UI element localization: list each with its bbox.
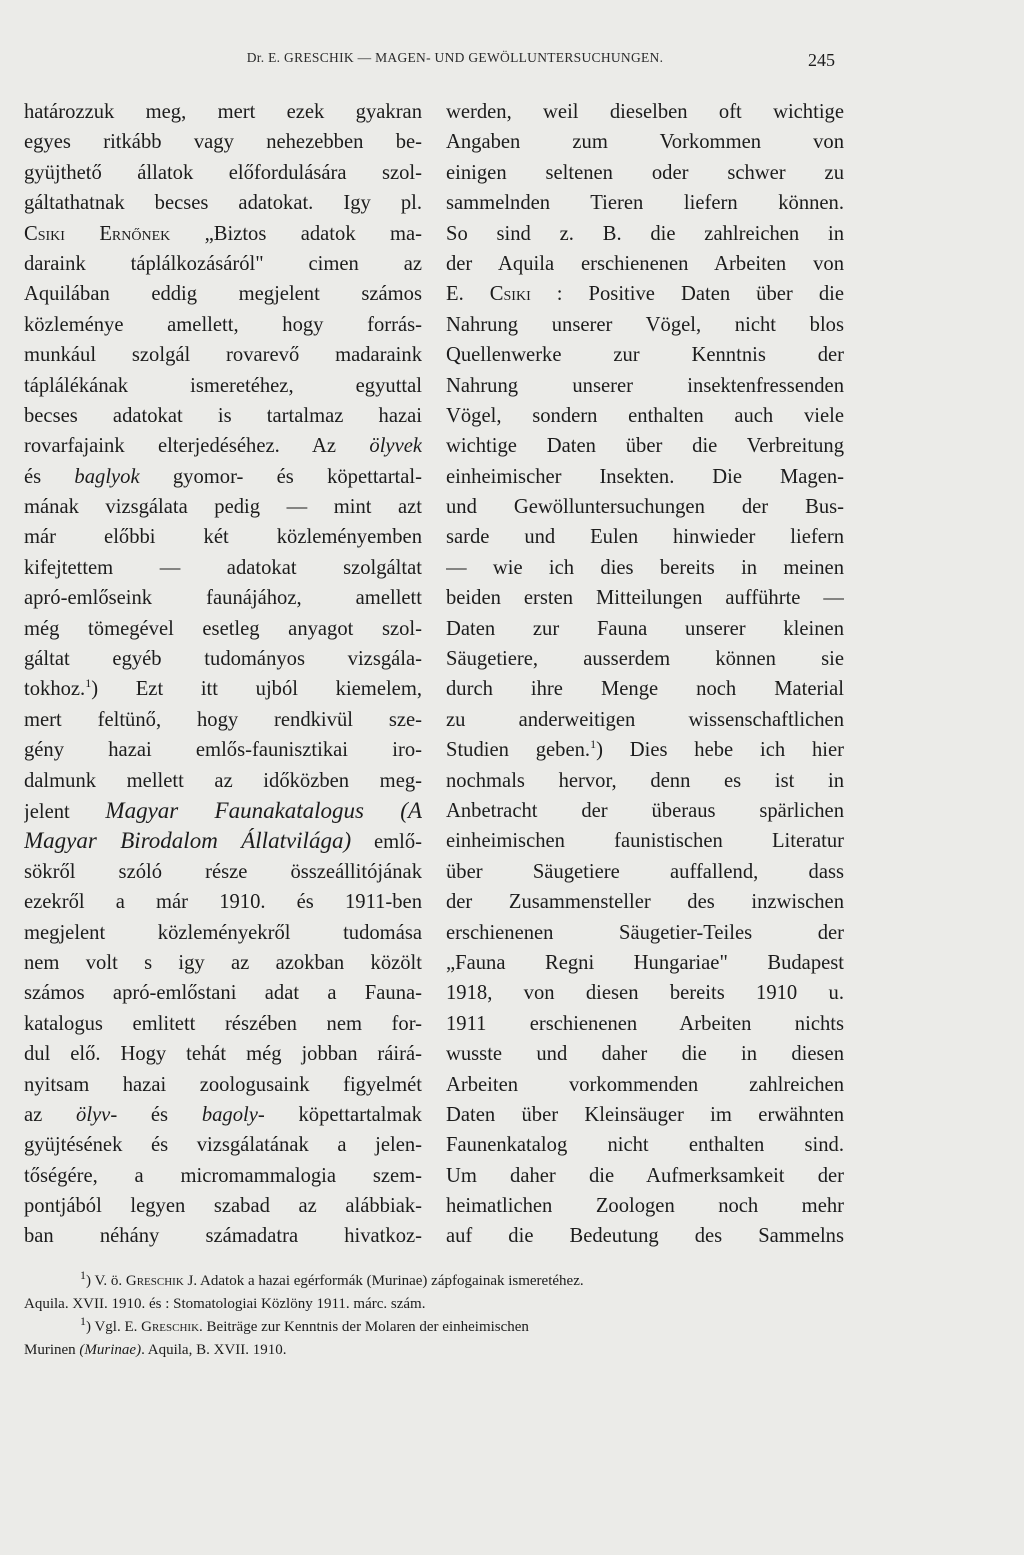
text-segment: köpettartalmak	[264, 1103, 422, 1126]
text-line	[24, 97, 422, 127]
text-segment: apró-emlőseink faunájához, amellett	[24, 587, 422, 610]
text-segment: „Biztos adatok ma-	[170, 222, 422, 245]
text-segment: közleménye amellett, hogy forrás-	[24, 313, 422, 336]
text-segment: einheimischen faunistischen Literatur	[446, 830, 844, 853]
text-segment: dalmunk mellett az időközben meg-	[24, 769, 422, 792]
text-line	[24, 1039, 422, 1069]
text-segment: gáltat egyéb tudományos vizsgála-	[24, 648, 422, 671]
footnotes	[24, 1270, 844, 1362]
text-segment: werden, weil dieselben oft wichtige	[446, 101, 844, 123]
text-line	[446, 826, 844, 856]
styled-text: ölyv-	[76, 1103, 118, 1126]
text-line	[24, 766, 422, 796]
text-segment: wusste und daher die in diesen	[446, 1043, 844, 1066]
text-line	[446, 279, 844, 309]
text-segment: tokhoz.	[24, 678, 86, 701]
text-line	[24, 735, 422, 765]
text-line	[24, 1070, 422, 1100]
right-column-german	[446, 97, 844, 1252]
text-segment: határozzuk meg, mert ezek gyakran	[24, 101, 422, 123]
text-line	[446, 340, 844, 370]
text-line	[24, 158, 422, 188]
text-line	[24, 796, 422, 826]
text-segment: daraink táplálkozásáról" cimen az	[24, 252, 422, 275]
text-line	[446, 887, 844, 917]
text-segment: ) Vgl. E.	[86, 1319, 142, 1335]
text-segment: gyüjtésének és vizsgálatának a jelen-	[24, 1134, 422, 1157]
text-line	[24, 127, 422, 157]
text-segment: tőségére, a micromammalogia szem-	[24, 1164, 422, 1187]
text-line	[24, 279, 422, 309]
text-segment: J. Adatok a hazai egérformák (Murinae) zápfogainak ismeretéhez.	[183, 1273, 584, 1289]
text-line	[446, 462, 844, 492]
text-line	[446, 735, 844, 765]
footnote-marker: 1	[80, 1270, 86, 1282]
text-segment: : Positive Daten über die	[530, 283, 844, 306]
text-segment: gény hazai emlős-faunisztikai iro-	[24, 739, 422, 762]
text-segment: kifejtettem — adatokat szolgáltat	[24, 556, 422, 579]
text-line	[446, 127, 844, 157]
text-segment: mának vizsgálata pedig — mint azt	[24, 496, 422, 519]
styled-text: Csiki Ernőnek	[24, 222, 171, 245]
footnote-marker: 1	[85, 676, 92, 691]
text-segment: Studien geben.	[446, 739, 591, 762]
text-line	[446, 644, 844, 674]
text-segment: az	[24, 1103, 77, 1126]
text-segment: . Aquila, B. XVII. 1910.	[141, 1342, 287, 1358]
footnote-marker: 1	[590, 737, 597, 752]
text-segment: sökről szóló része összeállitójának	[24, 860, 422, 883]
text-segment: 1918, von diesen bereits 1910 u.	[446, 982, 844, 1005]
text-line	[24, 583, 422, 613]
text-line	[446, 1130, 844, 1160]
text-segment: sammelnden Tieren liefern können.	[446, 192, 844, 215]
text-segment: ) Dies hebe ich hier	[596, 739, 844, 762]
text-line	[24, 401, 422, 431]
text-line	[446, 249, 844, 279]
text-segment: einheimischer Insekten. Die Magen-	[446, 465, 844, 488]
text-segment: Um daher die Aufmerksamkeit der	[446, 1164, 844, 1187]
text-segment: Nahrung unserer Vögel, nicht blos	[446, 313, 844, 336]
text-line	[24, 188, 422, 218]
text-line	[24, 1009, 422, 1039]
text-segment: Aquila. XVII. 1910. és : Stomatologiai Közlöny 1911. márc. szám.	[24, 1296, 426, 1312]
text-line	[446, 310, 844, 340]
text-line	[446, 401, 844, 431]
text-line	[24, 1161, 422, 1191]
text-line	[24, 705, 422, 735]
text-line	[24, 371, 422, 401]
styled-text: Magyar Faunakatalogus (A	[105, 797, 422, 823]
text-segment: rovarfajaink elterjedéséhez. Az	[24, 435, 370, 458]
text-segment: durch ihre Menge noch Material	[446, 678, 844, 701]
text-segment: Angaben zum Vorkommen von	[446, 131, 844, 154]
text-segment: wichtige Daten über die Verbreitung	[446, 435, 844, 458]
text-segment: 1911 erschienenen Arbeiten nichts	[446, 1012, 844, 1035]
text-line	[24, 522, 422, 552]
text-segment: beiden ersten Mitteilungen aufführte —	[446, 587, 844, 610]
text-line	[446, 1070, 844, 1100]
text-line	[24, 249, 422, 279]
text-line	[24, 1339, 844, 1362]
styled-text: Greschik	[125, 1273, 184, 1289]
text-line	[446, 158, 844, 188]
left-column-hungarian	[24, 97, 422, 1252]
text-line	[446, 705, 844, 735]
text-segment: Arbeiten vorkommenden zahlreichen	[446, 1073, 844, 1096]
text-segment: táplálékának ismeretéhez, egyuttal	[24, 374, 422, 397]
text-line	[24, 948, 422, 978]
text-line	[24, 887, 422, 917]
text-segment: munkául szolgál rovarevő madaraink	[24, 344, 422, 367]
text-line	[24, 1130, 422, 1160]
text-segment: über Säugetiere auffallend, dass	[446, 860, 844, 883]
text-line	[24, 553, 422, 583]
text-line	[24, 978, 422, 1008]
text-segment: und Gewölluntersuchungen der Bus-	[446, 496, 844, 519]
text-segment: Murinen	[24, 1342, 80, 1358]
text-segment: mert feltünő, hogy rendkivül sze-	[24, 708, 422, 731]
text-segment: Daten über Kleinsäuger im erwähnten	[446, 1103, 844, 1126]
text-segment: sarde und Eulen hinwieder liefern	[446, 526, 844, 549]
text-line	[446, 1221, 844, 1251]
text-segment: gyüjthető állatok előfordulására szol-	[24, 161, 422, 184]
text-line	[24, 826, 422, 856]
text-line	[24, 1221, 422, 1251]
text-line	[446, 918, 844, 948]
text-line	[446, 674, 844, 704]
text-segment: számos apró-emlőstani adat a Fauna-	[24, 982, 422, 1005]
text-line	[446, 1161, 844, 1191]
styled-text: bagoly-	[201, 1103, 265, 1126]
styled-text: Csiki	[489, 283, 531, 306]
text-line	[24, 310, 422, 340]
styled-text: ölyvek	[369, 435, 422, 458]
text-line	[24, 674, 422, 704]
text-line	[24, 340, 422, 370]
text-line	[446, 857, 844, 887]
text-line	[24, 219, 422, 249]
text-line	[446, 766, 844, 796]
text-segment: és	[117, 1103, 202, 1126]
text-segment: auf die Bedeutung des Sammelns	[446, 1225, 844, 1248]
text-line	[24, 1100, 422, 1130]
text-segment: der Zusammensteller des inzwischen	[446, 891, 844, 914]
text-segment: der Aquila erschienenen Arbeiten von	[446, 252, 844, 275]
text-line	[446, 583, 844, 613]
text-segment: So sind z. B. die zahlreichen in	[446, 222, 844, 245]
text-segment: megjelent közleményekről tudomása	[24, 921, 422, 944]
text-segment: ) Ezt itt ujból kiemelem,	[91, 678, 422, 701]
text-line	[446, 431, 844, 461]
text-line	[446, 796, 844, 826]
text-line	[446, 948, 844, 978]
text-line	[24, 918, 422, 948]
text-segment: Faunenkatalog nicht enthalten sind.	[446, 1134, 844, 1157]
text-line	[446, 371, 844, 401]
text-line	[446, 492, 844, 522]
text-line	[446, 1100, 844, 1130]
text-line	[24, 644, 422, 674]
styled-text: (Murinae)	[79, 1342, 142, 1358]
text-segment: pontjából legyen szabad az alábbiak-	[24, 1195, 422, 1218]
text-line	[446, 978, 844, 1008]
text-line	[446, 1039, 844, 1069]
text-segment: még tömegével esetleg anyagot szol-	[24, 617, 422, 640]
text-segment: Aquilában eddig megjelent számos	[24, 283, 422, 306]
text-segment: jelent	[24, 800, 106, 823]
text-line	[446, 522, 844, 552]
text-segment: — wie ich dies bereits in meinen	[446, 556, 844, 579]
text-segment: emlő-	[351, 831, 422, 854]
text-line	[24, 431, 422, 461]
footnote-marker: 1	[80, 1316, 86, 1328]
text-segment: nem volt s igy az azokban közölt	[24, 951, 422, 974]
text-segment: ban néhány számadatra hivatkoz-	[24, 1225, 422, 1248]
text-segment: E.	[446, 283, 490, 306]
text-segment: . Beiträge zur Kenntnis der Molaren der einheimischen	[199, 1319, 529, 1335]
text-segment: heimatlichen Zoologen noch mehr	[446, 1195, 844, 1218]
text-segment: zu anderweitigen wissenschaftlichen	[446, 708, 844, 731]
text-segment: ) V. ö.	[86, 1273, 126, 1289]
text-line	[24, 857, 422, 887]
text-segment: és	[24, 465, 75, 488]
text-line	[446, 1009, 844, 1039]
styled-text: Magyar Birodalom Állatvilága)	[24, 828, 352, 854]
text-segment: Daten zur Fauna unserer kleinen	[446, 617, 844, 640]
text-segment: nochmals hervor, denn es ist in	[446, 769, 844, 792]
text-segment: egyes ritkább vagy nehezebben be-	[24, 131, 422, 154]
text-segment: Quellenwerke zur Kenntnis der	[446, 344, 844, 367]
text-segment: gáltathatnak becses adatokat. Igy pl.	[24, 192, 422, 215]
text-segment: már előbbi két közleményemben	[24, 526, 422, 549]
text-line	[446, 219, 844, 249]
text-segment: Säugetiere, ausserdem können sie	[446, 648, 844, 671]
text-segment: becses adatokat is tartalmaz hazai	[24, 404, 422, 427]
text-segment: „Fauna Regni Hungariae" Budapest	[446, 951, 844, 974]
text-line	[24, 462, 422, 492]
text-line	[446, 97, 844, 127]
text-line	[446, 553, 844, 583]
text-line	[24, 1293, 844, 1316]
text-segment: katalogus emlitett részében nem for-	[24, 1012, 422, 1035]
text-segment: gyomor- és köpettartal-	[139, 465, 422, 488]
text-line	[24, 1270, 844, 1293]
text-segment: einigen seltenen oder schwer zu	[446, 161, 844, 184]
text-segment: Anbetracht der überaus spärlichen	[446, 799, 844, 822]
text-line	[24, 492, 422, 522]
text-line	[24, 614, 422, 644]
page-number: 245	[808, 50, 835, 70]
styled-text: Greschik	[141, 1319, 200, 1335]
text-segment: nyitsam hazai zoologusaink figyelmét	[24, 1073, 422, 1096]
text-segment: Vögel, sondern enthalten auch viele	[446, 404, 844, 427]
text-line	[446, 1191, 844, 1221]
text-line	[24, 1316, 844, 1339]
running-head: Dr. E. GRESCHIK — MAGEN- UND GEWÖLLUNTERSUCHUNGEN.	[246, 50, 664, 65]
text-line	[24, 1191, 422, 1221]
text-segment: dul elő. Hogy tehát még jobban ráirá-	[24, 1043, 422, 1066]
text-segment: ezekről a már 1910. és 1911-ben	[24, 891, 422, 914]
text-line	[446, 188, 844, 218]
styled-text: baglyok	[74, 465, 140, 488]
text-segment: Nahrung unserer insektenfressenden	[446, 374, 844, 397]
text-line	[446, 614, 844, 644]
text-segment: erschienenen Säugetier-Teiles der	[446, 921, 844, 944]
